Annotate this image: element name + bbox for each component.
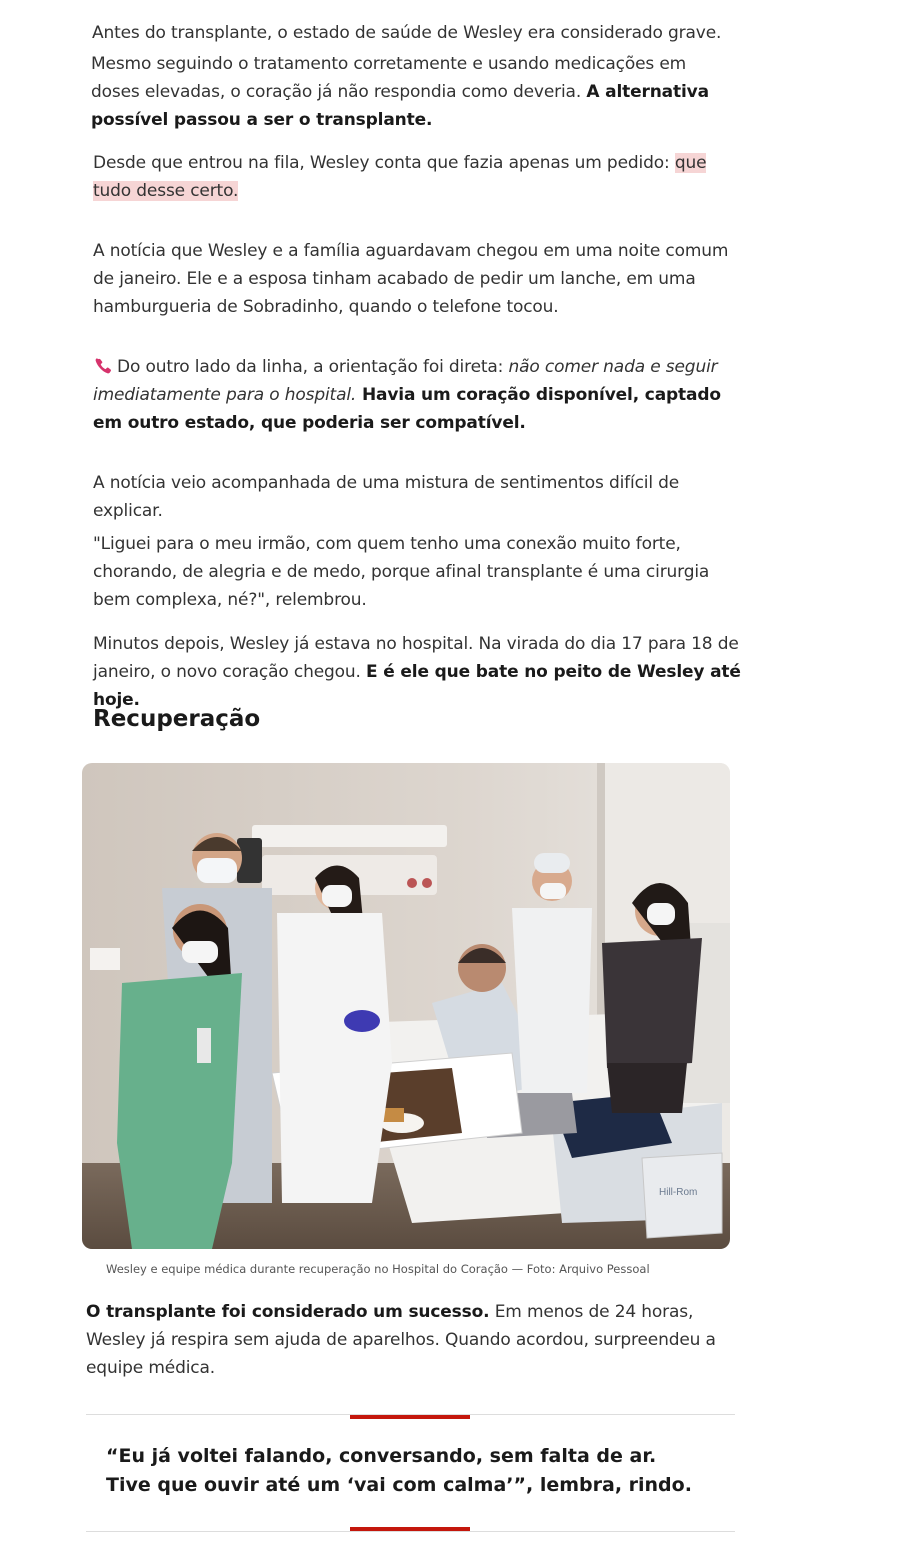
paragraph-8-text: Em menos de 24 horas, Wesley já respira sem ajuda de aparelhos. Quando acordou, surpreendeu a equipe médica.	[86, 1302, 716, 1378]
paragraph-1-bold: A alternativa possível passou a ser o transplante.	[91, 82, 709, 130]
phone-icon	[93, 356, 113, 374]
paragraph-8-bold: O transplante foi considerado um sucesso.	[86, 1302, 490, 1322]
paragraph-5	[93, 469, 753, 525]
quote-top-accent	[350, 1415, 470, 1419]
recovery-photo	[82, 763, 730, 1249]
section-heading: Recuperação	[93, 706, 261, 732]
paragraph-2	[93, 149, 738, 205]
paragraph-8	[86, 1298, 746, 1382]
paragraph-7-bold: E é ele que bate no peito de Wesley até hoje.	[93, 662, 741, 710]
paragraph-3	[93, 237, 738, 321]
photo-caption: Wesley e equipe médica durante recuperação no Hospital do Coração — Foto: Arquivo Pessoal	[106, 1262, 650, 1276]
paragraph-7-text: Minutos depois, Wesley já estava no hospital. Na virada do dia 17 para 18 de janeiro, o novo coração chegou.	[93, 634, 739, 682]
paragraph-4-bold: Havia um coração disponível, captado em outro estado, que poderia ser compatível.	[93, 385, 721, 433]
paragraph-1-first-line: Antes do transplante, o estado de saúde de Wesley era considerado grave.	[92, 23, 722, 43]
paragraph-2-text: Desde que entrou na fila, Wesley conta que fazia apenas um pedido:	[93, 153, 675, 173]
quote-bottom-divider	[86, 1531, 735, 1532]
paragraph-6	[93, 530, 743, 614]
paragraph-4-italic: não comer nada e seguir imediatamente para o hospital.	[93, 357, 718, 405]
paragraph-7	[93, 630, 758, 714]
pull-quote	[86, 1414, 735, 1532]
quote-text: “Eu já voltei falando, conversando, sem falta de ar. Tive que ouvir até um ‘vai com calma’”, lembra, rindo.	[106, 1445, 692, 1496]
paragraph-3-text: A notícia que Wesley e a família aguardavam chegou em uma noite comum de janeiro. Ele e a esposa tinham acabado de pedir um lanche, em uma hamburgueria de Sobradinho, quando o telefone tocou.	[93, 241, 729, 317]
bed-brand-label: Hill-Rom	[659, 1187, 698, 1198]
paragraph-5-text: A notícia veio acompanhada de uma mistura de sentimentos difícil de explicar.	[93, 473, 680, 521]
paragraph-1	[91, 50, 731, 134]
paragraph-4	[93, 353, 733, 437]
paragraph-1-text: Mesmo seguindo o tratamento corretamente e usando medicações em doses elevadas, o coração já não respondia como deveria.	[91, 54, 687, 102]
highlighted-text: que tudo desse certo.	[93, 153, 707, 201]
paragraph-4-text: Do outro lado da linha, a orientação foi direta:	[117, 357, 509, 377]
paragraph-6-text: "Liguei para o meu irmão, com quem tenho uma conexão muito forte, chorando, de alegria e de medo, porque afinal transplante é uma cirurgia bem complexa, né?", relembrou.	[93, 534, 710, 610]
paragraph-1-intro	[92, 19, 742, 47]
